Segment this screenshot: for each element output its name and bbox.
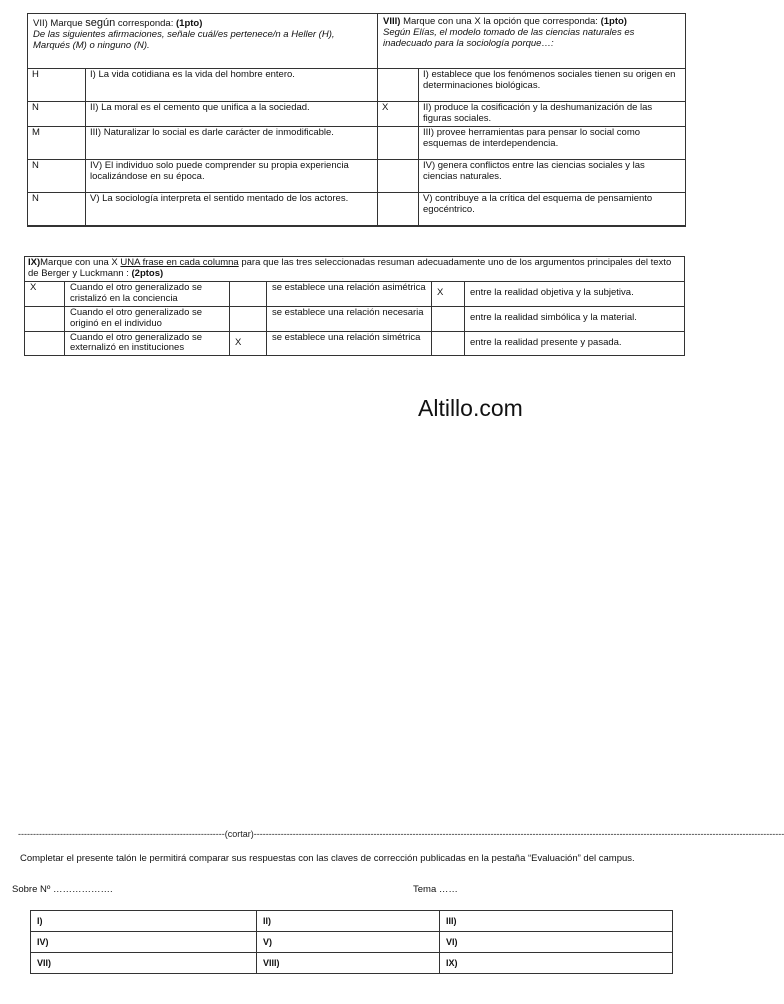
answer-grid-cell[interactable]: II) — [257, 911, 440, 932]
phrase-cell: Cuando el otro generalizado se originó en el individuo — [65, 306, 230, 331]
section-viii-subtitle: Según Elías, el modelo tomado de las ciencias naturales es inadecuado para la sociología porque…: — [383, 26, 635, 49]
table-row — [28, 193, 686, 227]
table-row — [28, 102, 686, 127]
answer-cell[interactable]: H — [28, 69, 86, 102]
answer-grid-cell[interactable]: IX) — [440, 953, 673, 974]
section-ix-title: IX)Marque con una X UNA frase en cada columna para que las tres seleccionadas resuman adecuadamente uno de los argumentos principales del texto de Berger y Luckmann : (2ptos) — [25, 257, 685, 282]
mark-cell[interactable] — [378, 69, 419, 102]
statement-cell: IV) El individuo solo puede comprender su propia experiencia localizándose en su época. — [86, 160, 378, 193]
section-viii-title: VIII) Marque con una X la opción que corresponda: (1pto) — [383, 16, 627, 27]
instructions-text: Completar el presente talón le permitirá comparar sus respuestas con las claves de corrección publicadas en la pestaña “Evaluación” del campus. — [20, 853, 635, 864]
answer-grid-cell[interactable]: IV) — [31, 932, 257, 953]
answer-cell[interactable]: N — [28, 193, 86, 227]
mark-cell[interactable] — [432, 306, 465, 331]
phrase-cell: entre la realidad presente y pasada. — [465, 331, 685, 356]
answer-cell[interactable]: M — [28, 127, 86, 160]
statement-cell: V) La sociología interpreta el sentido mentado de los actores. — [86, 193, 378, 227]
table-row — [28, 160, 686, 193]
option-cell: I) establece que los fenómenos sociales tienen su origen en determinaciones biológicas. — [419, 69, 686, 102]
section-vii-subtitle: De las siguientes afirmaciones, señale cuál/es pertenece/n a Heller (H), Marqués (M) o ninguno (N). — [33, 28, 335, 51]
watermark-logo-text: Altillo.com — [418, 395, 523, 421]
section-ix-header-row — [25, 257, 685, 282]
statement-cell: II) La moral es el cemento que unifica a la sociedad. — [86, 102, 378, 127]
answer-grid-cell[interactable]: V) — [257, 932, 440, 953]
section-ix-table — [24, 256, 685, 356]
section-vii-points: (1pto) — [176, 18, 203, 29]
option-cell: V) contribuye a la crítica del esquema de pensamiento egocéntrico. — [419, 193, 686, 227]
envelope-number-field[interactable]: Sobre Nº ………………. — [12, 884, 113, 895]
mark-cell[interactable] — [378, 160, 419, 193]
section-vii-title: VII) Marque según corresponda: (1pto) — [33, 17, 203, 29]
section-viii-points: (1pto) — [600, 16, 627, 27]
answer-key-grid — [30, 910, 673, 974]
answer-grid-row — [31, 911, 673, 932]
phrase-cell: entre la realidad simbólica y la material. — [465, 306, 685, 331]
section-vii-header — [28, 14, 378, 69]
option-cell: IV) genera conflictos entre las ciencias sociales y las ciencias naturales. — [419, 160, 686, 193]
option-cell: II) produce la cosificación y la deshumanización de las figuras sociales. — [419, 102, 686, 127]
mark-cell[interactable] — [378, 193, 419, 227]
answer-grid-cell[interactable]: VI) — [440, 932, 673, 953]
answer-grid-cell[interactable]: VIII) — [257, 953, 440, 974]
table-row — [28, 127, 686, 160]
mark-cell[interactable] — [25, 331, 65, 356]
mark-cell[interactable] — [230, 306, 267, 331]
table-row — [25, 281, 685, 306]
statement-cell: I) La vida cotidiana es la vida del hombre entero. — [86, 69, 378, 102]
section-ix-points: (2ptos) — [131, 267, 164, 279]
mark-cell[interactable] — [25, 306, 65, 331]
phrase-cell: se establece una relación necesaria — [267, 306, 432, 331]
mark-cell[interactable]: X — [230, 331, 267, 356]
option-cell: III) provee herramientas para pensar lo social como esquemas de interdependencia. — [419, 127, 686, 160]
topic-field[interactable]: Tema …… — [413, 884, 458, 895]
phrase-cell: entre la realidad objetiva y la subjetiva. — [465, 281, 685, 306]
mark-cell[interactable]: X — [25, 281, 65, 306]
table-row — [25, 306, 685, 331]
answer-cell[interactable]: N — [28, 102, 86, 127]
table-row — [25, 331, 685, 356]
mark-cell[interactable]: X — [432, 281, 465, 306]
mark-cell[interactable] — [230, 281, 267, 306]
section-vii-viii-table — [27, 13, 686, 227]
section-header-row — [28, 14, 686, 69]
answer-grid-cell[interactable]: VII) — [31, 953, 257, 974]
phrase-cell: se establece una relación simétrica — [267, 331, 432, 356]
section-viii-header — [378, 14, 686, 69]
statement-cell: III) Naturalizar lo social es darle carácter de inmodificable. — [86, 127, 378, 160]
phrase-cell: Cuando el otro generalizado se cristalizó en la conciencia — [65, 281, 230, 306]
answer-cell[interactable]: N — [28, 160, 86, 193]
cut-line: ---------------------------------------------------------------------(cortar)--------------------------------------------------------------------------------------------------------------------------------------------------------------------------------- — [18, 829, 784, 839]
answer-grid-row — [31, 953, 673, 974]
table-row — [28, 69, 686, 102]
mark-cell[interactable] — [432, 331, 465, 356]
answer-grid-row — [31, 932, 673, 953]
phrase-cell: Cuando el otro generalizado se externalizó en instituciones — [65, 331, 230, 356]
mark-cell[interactable]: X — [378, 102, 419, 127]
mark-cell[interactable] — [378, 127, 419, 160]
answer-grid-cell[interactable]: I) — [31, 911, 257, 932]
answer-grid-cell[interactable]: III) — [440, 911, 673, 932]
phrase-cell: se establece una relación asimétrica — [267, 281, 432, 306]
